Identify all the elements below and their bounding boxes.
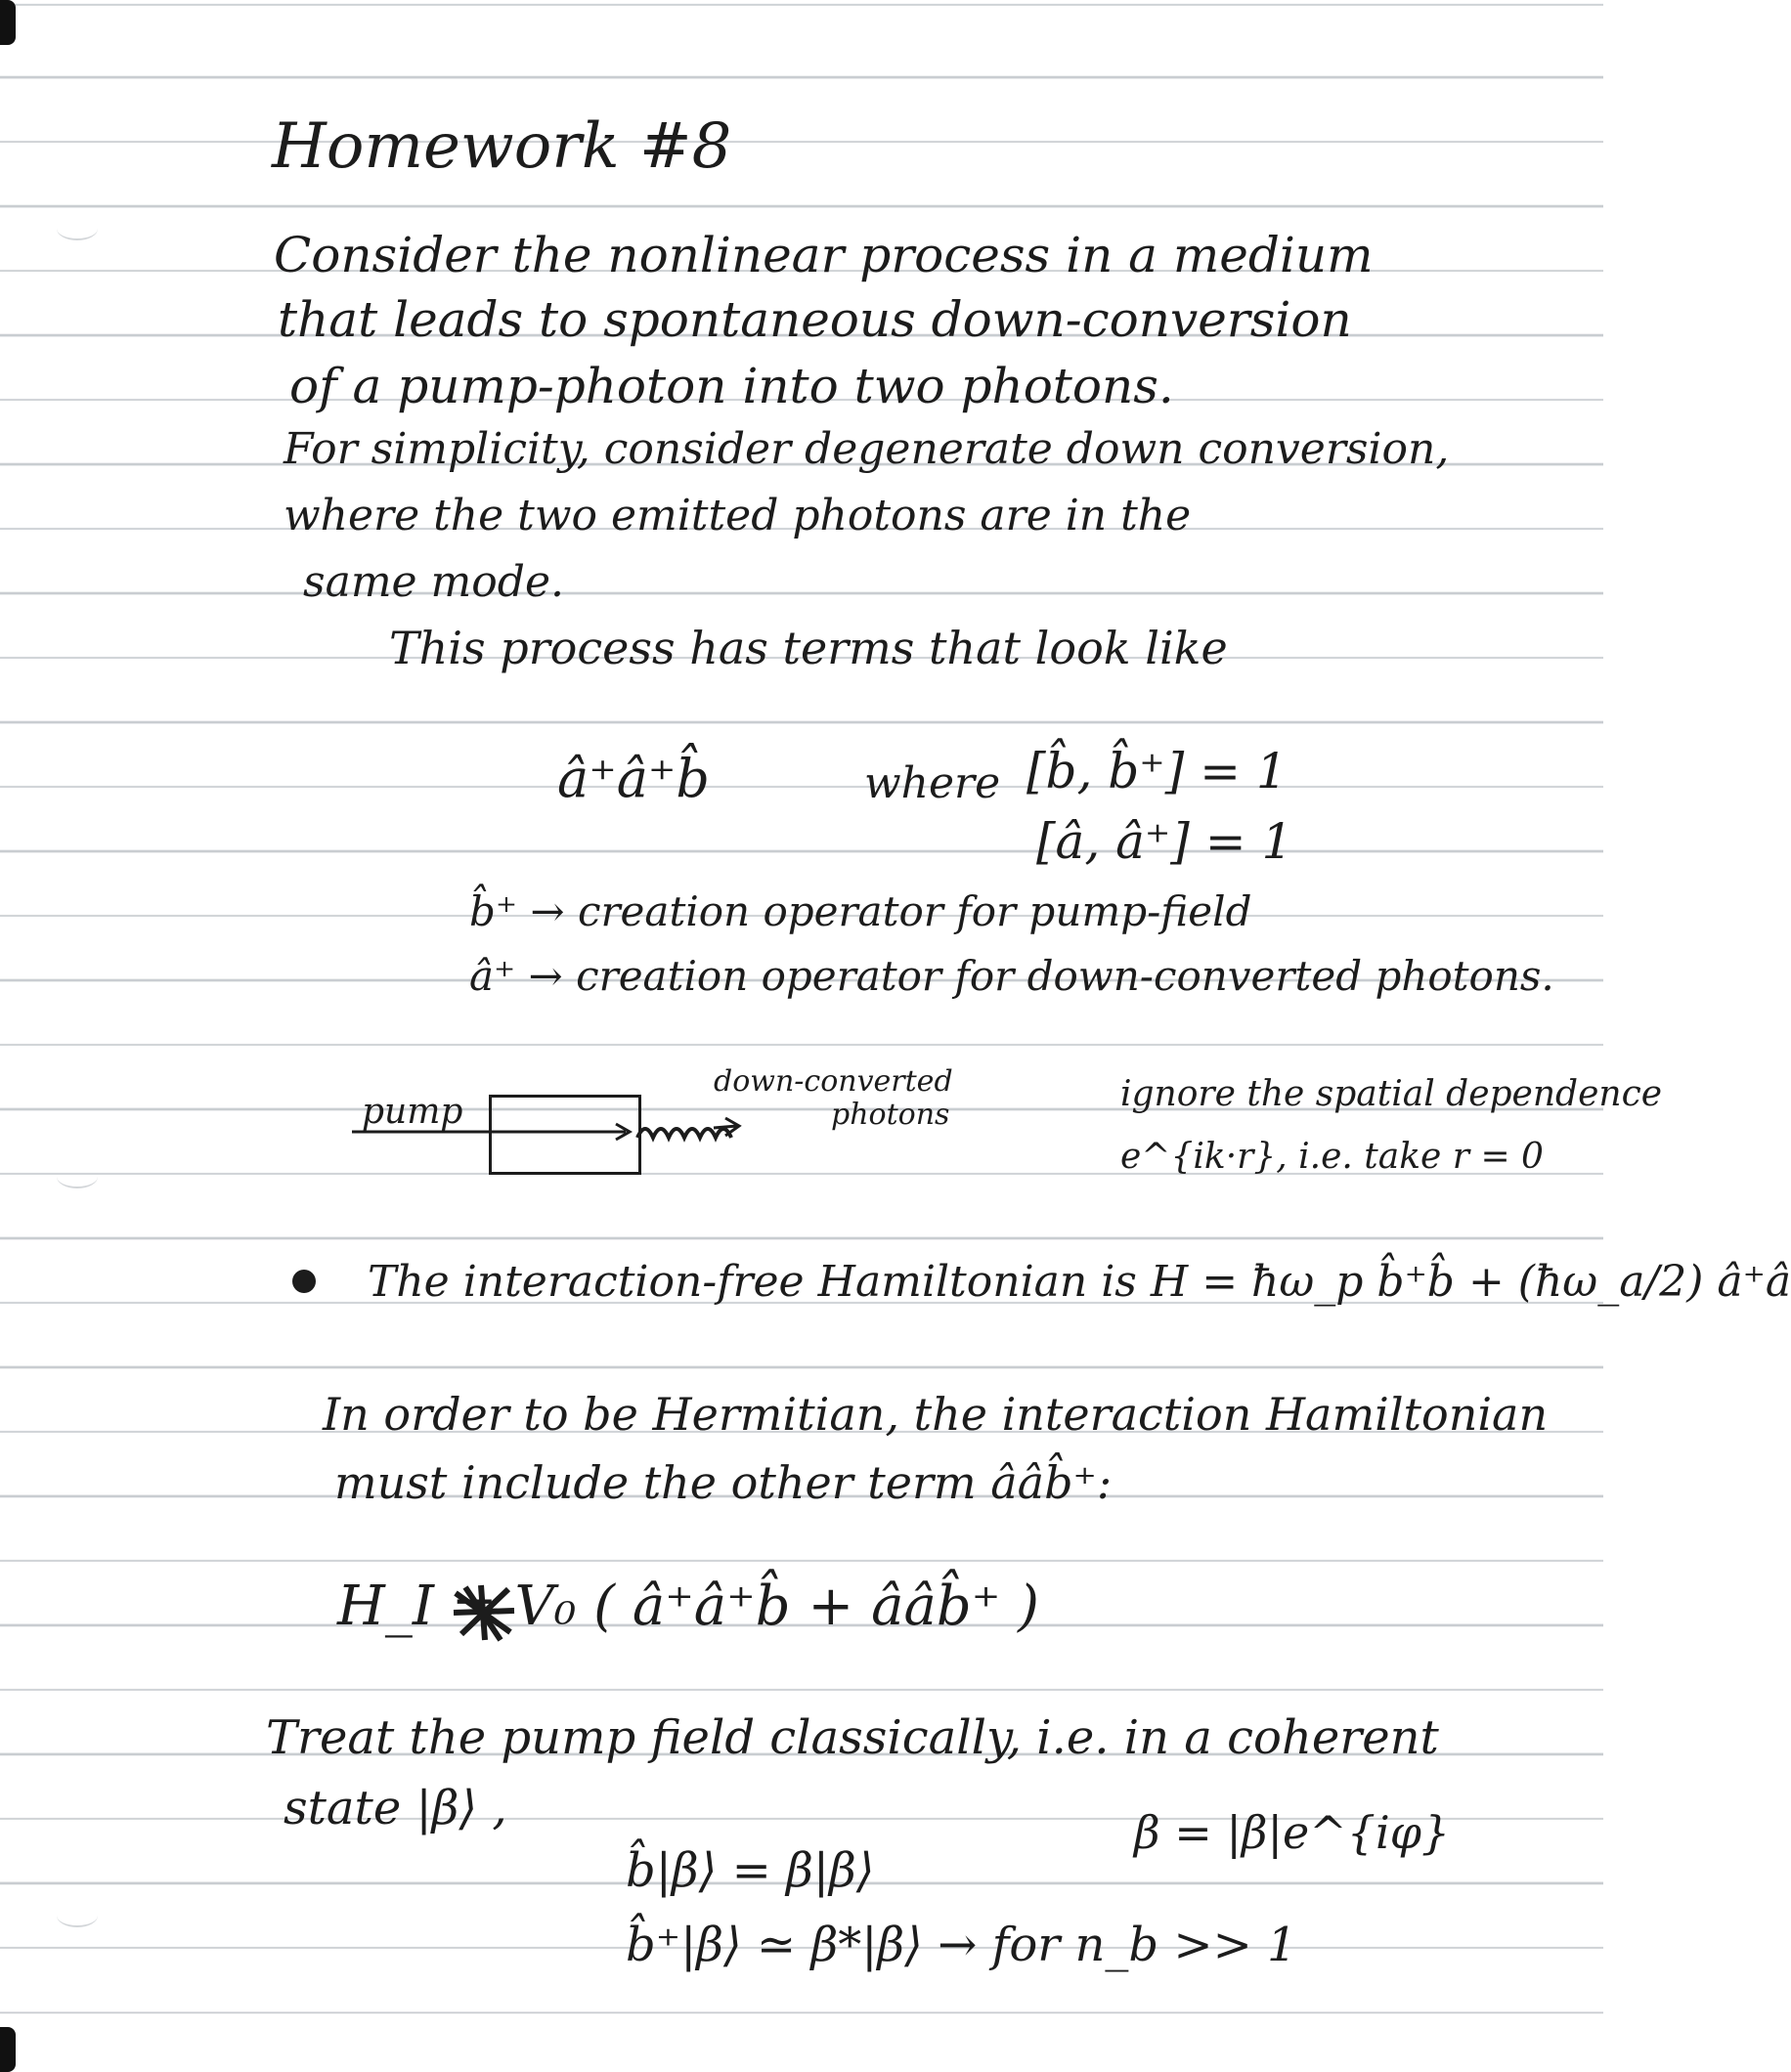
intro-line: of a pump-photon into two photons. [289,358,1174,414]
definition-a: â⁺ → creation operator for down-converted photons. [469,952,1554,1000]
beta-definition: β = |β|e^{iφ} [1134,1806,1451,1859]
treat-line2: state |β⟩ , [284,1781,507,1835]
hermitian-line1: In order to be Hermitian, the interaction Hamiltonian [323,1388,1549,1441]
binder-hole [57,1165,98,1188]
page-edge-mark [0,2027,16,2072]
binder-hole [57,1904,98,1927]
intro-line: where the two emitted photons are in the [284,491,1192,540]
part-a-hamiltonian: The interaction-free Hamiltonian is H = ħω_p b̂⁺b̂ + (ħω_a/2) â⁺â [368,1257,1791,1307]
treat-line1: Treat the pump field classically, i.e. in a coherent [266,1710,1439,1765]
page-edge-mark [0,0,16,45]
intro-line: For simplicity, consider degenerate down conversion, [284,424,1450,474]
intro-line: same mode. [303,557,564,607]
where-label: where [864,758,1001,808]
interaction-hamiltonian: H_I = V₀ ( â⁺â⁺b̂ + ââb̂⁺ ) [337,1575,1039,1638]
intro-line: Consider the nonlinear process in a medium [274,227,1374,283]
binder-hole [57,217,98,240]
eigenvalue-equation-2: b̂⁺|β⟩ ≃ β*|β⟩ → for n_b >> 1 [626,1918,1297,1972]
commutator-a: [â, â⁺] = 1 [1036,813,1293,870]
scribble-mark-icon [289,1267,319,1296]
definition-b: b̂⁺ → creation operator for pump-field [469,887,1252,935]
diagram-output-label-1: down-converted [714,1064,953,1099]
photon-wave [637,1129,731,1138]
intro-line: that leads to spontaneous down-conversion [278,291,1352,348]
page-title: Homework #8 [272,110,732,183]
diagram-pump-label: pump [362,1092,463,1132]
hermitian-line2: must include the other term ââb̂⁺: [334,1456,1113,1509]
ignore-note-line2: e^{ik·r}, i.e. take r = 0 [1120,1137,1544,1177]
ignore-note-line1: ignore the spatial dependence [1120,1074,1663,1114]
diagram-output-label-2: photons [831,1098,950,1132]
commutator-b: [b̂, b̂⁺] = 1 [1027,743,1288,799]
operator-term: â⁺â⁺b̂ [557,748,710,809]
eigenvalue-equation-1: b̂|β⟩ = β|β⟩ [626,1843,875,1898]
process-line: This process has terms that look like [389,622,1228,674]
